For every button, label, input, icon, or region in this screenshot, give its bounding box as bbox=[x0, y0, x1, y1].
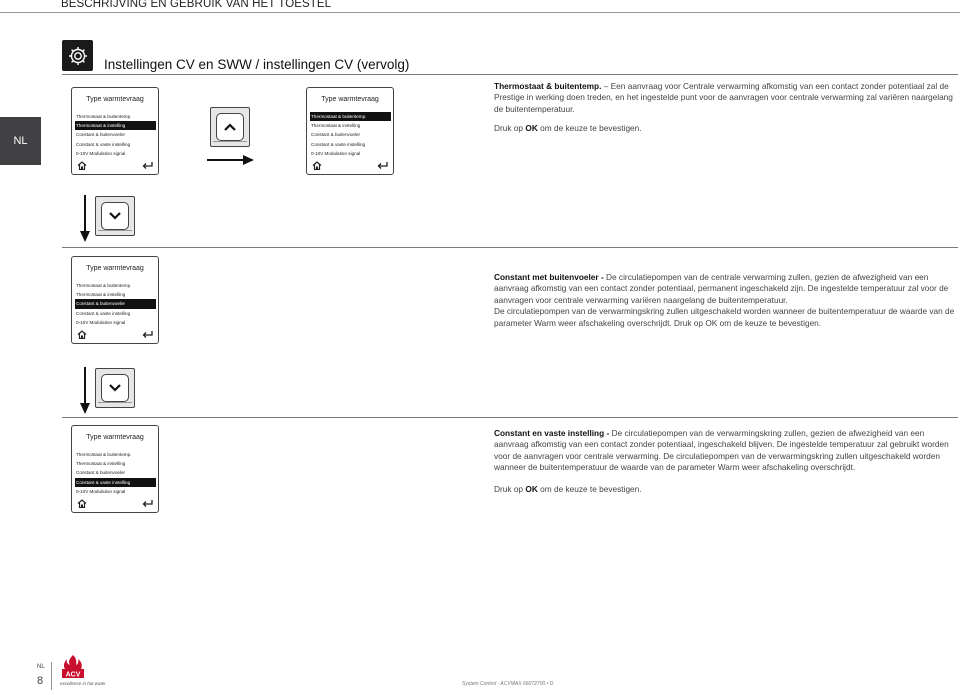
block-body: De circulatiepompen van de verwarmingskring zullen, gezien de afwezigheid van een aanvraag afkomstig van een contact zonder potentiaal, ingeschakeld blijven. De ingestelde temperatuur zal gebruikt worden voor de aanvragen voor centrale verwarming. De circulatiepompen van de verwarmingskring zullen uitgeschakeld worden wanneer de buitentemperatuur de waarde van de parameter Warm weer afschakeling overschrijdt. bbox=[494, 428, 949, 473]
home-icon[interactable] bbox=[77, 161, 87, 170]
block-heading: Thermostaat & buitentemp. bbox=[494, 81, 602, 91]
arrow-down-icon bbox=[79, 195, 91, 243]
block-body: De circulatiepompen van de centrale verwarming zullen, gezien de afwezigheid van een aanvraag afkomstig van een contact zonder potentiaal, permanent ingeschakeld zijn. De ingestelde temperatuur zal voor de aanvragen voor centrale verwarming variëren naargelang de buitentemperatuur. bbox=[494, 272, 949, 305]
menu-item[interactable]: Thermostaat & instelling bbox=[311, 123, 361, 129]
block-heading: Constant met buitenvoeler - bbox=[494, 272, 604, 282]
menu-item[interactable]: Thermostaat & instelling bbox=[76, 292, 126, 298]
menu-item[interactable]: 0-10V Modulation signal bbox=[76, 319, 126, 325]
menu-screen-initial bbox=[71, 87, 159, 175]
menu-item[interactable]: Constant & vaste instelling bbox=[76, 310, 131, 316]
block-body-2: De circulatiepompen van de verwarmingskring zullen uitgeschakeld worden wanneer de buitentemperatuur de waarde van de parameter Warm weer afschakeling overschrijdt. Druk op OK om de keuze te bevestigen. bbox=[494, 306, 955, 328]
footer-language: NL bbox=[37, 664, 45, 670]
button-base-lines bbox=[98, 402, 132, 406]
home-icon[interactable] bbox=[77, 499, 87, 508]
menu-item[interactable]: Constant & vaste instelling bbox=[76, 141, 131, 147]
menu-item[interactable]: Thermostaat & buitentemp. bbox=[76, 452, 132, 457]
block-heading: Constant en vaste instelling - bbox=[494, 428, 610, 438]
section-divider bbox=[62, 74, 958, 75]
menu-screen-constant-vaste-instelling bbox=[71, 425, 159, 513]
button-base-lines bbox=[213, 141, 247, 145]
home-icon[interactable] bbox=[312, 161, 322, 170]
chevron-down-icon bbox=[108, 383, 122, 393]
confirm-text: om de keuze te bevestigen. bbox=[537, 123, 642, 134]
menu-item[interactable]: Constant & buitenvoeler bbox=[311, 132, 361, 138]
menu-item[interactable]: Constant & buitenvoeler bbox=[76, 132, 126, 138]
menu-item[interactable]: Thermostaat & buitentemp. bbox=[76, 114, 132, 119]
row-divider bbox=[62, 247, 958, 248]
back-arrow-icon[interactable] bbox=[377, 161, 388, 170]
down-button-diagram bbox=[95, 196, 135, 236]
ok-key-label: OK bbox=[525, 483, 538, 494]
menu-item-selected[interactable]: Constant & vaste instelling bbox=[75, 478, 156, 487]
screen-title: Type warmtevraag bbox=[321, 96, 379, 103]
language-tab: NL bbox=[0, 117, 41, 165]
chevron-up-icon bbox=[223, 122, 237, 132]
down-button[interactable] bbox=[101, 202, 129, 230]
description-thermostaat-buitentemp bbox=[494, 81, 956, 135]
header-divider bbox=[0, 12, 960, 13]
screen-title: Type warmtevraag bbox=[86, 96, 144, 103]
down-button[interactable] bbox=[101, 374, 129, 402]
footer-tagline: excellence in hot water bbox=[60, 681, 106, 686]
menu-item[interactable]: 0-10V Modulation signal bbox=[76, 150, 126, 156]
menu-item-selected[interactable]: Thermostaat & instelling bbox=[75, 121, 156, 130]
page-header-title: BESCHRIJVING EN GEBRUIK VAN HET TOESTEL bbox=[61, 0, 332, 10]
menu-item[interactable]: 0-10V Modulation signal bbox=[76, 488, 126, 494]
arrow-down-icon bbox=[79, 367, 91, 415]
chevron-down-icon bbox=[108, 211, 122, 221]
menu-item[interactable]: 0-10V Modulation signal bbox=[311, 150, 361, 156]
footer-divider bbox=[51, 662, 52, 690]
button-base-lines bbox=[98, 230, 132, 234]
description-constant-vaste-instelling bbox=[494, 428, 956, 495]
menu-item[interactable]: Thermostaat & buitentemp. bbox=[76, 283, 132, 288]
section-title: Instellingen CV en SWW / instellingen CV (vervolg) bbox=[104, 57, 410, 72]
confirm-text: om de keuze te bevestigen. bbox=[537, 483, 642, 494]
logo-text: ACV bbox=[65, 671, 81, 679]
back-arrow-icon[interactable] bbox=[142, 499, 153, 508]
home-icon[interactable] bbox=[77, 330, 87, 339]
row-divider bbox=[62, 417, 958, 418]
document-reference: System Control - ACVMAX 66072700 • D bbox=[462, 681, 554, 687]
gear-icon bbox=[62, 40, 93, 71]
menu-item[interactable]: Constant & vaste instelling bbox=[311, 141, 366, 147]
menu-screen-after-up bbox=[306, 87, 394, 175]
menu-screen-constant-buitenvoeler bbox=[71, 256, 159, 344]
screen-title: Type warmtevraag bbox=[86, 265, 144, 272]
confirm-text: Druk op bbox=[494, 123, 526, 134]
acv-logo bbox=[60, 654, 86, 680]
down-button-diagram bbox=[95, 368, 135, 408]
menu-item[interactable]: Constant & buitenvoeler bbox=[76, 470, 126, 476]
menu-item-selected[interactable]: Thermostaat & buitentemp. bbox=[310, 112, 391, 121]
ok-key-label: OK bbox=[525, 123, 538, 134]
confirm-text: Druk op bbox=[494, 483, 526, 494]
description-constant-buitenvoeler bbox=[494, 272, 956, 329]
page-number: 8 bbox=[37, 675, 44, 687]
back-arrow-icon[interactable] bbox=[142, 330, 153, 339]
menu-item[interactable]: Thermostaat & instelling bbox=[76, 461, 126, 467]
up-button-diagram bbox=[210, 107, 250, 147]
up-button[interactable] bbox=[216, 113, 244, 141]
back-arrow-icon[interactable] bbox=[142, 161, 153, 170]
block-body: – Een aanvraag voor Centrale verwarming afkomstig van een contact zonder potentiaal zal de Prestige in werking doen treden, en het ingestelde punt voor de aanvragen voor centrale verwarming zal variëren naargelang de buitentemperatuur. bbox=[494, 81, 953, 114]
screen-title: Type warmtevraag bbox=[86, 434, 144, 441]
menu-item-selected[interactable]: Constant & buitenvoeler bbox=[75, 299, 156, 308]
arrow-right-icon bbox=[207, 154, 255, 166]
